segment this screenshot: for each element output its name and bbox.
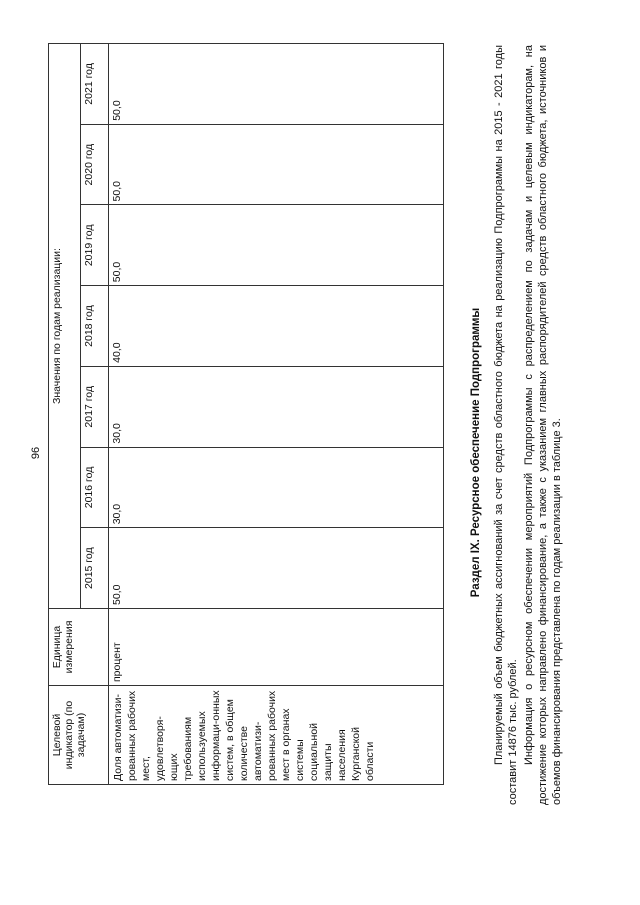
value-cell: 50,0	[109, 528, 444, 609]
header-year: 2020 год	[81, 124, 109, 205]
section-heading: Раздел IX. Ресурсное обеспечение Подпрограммы	[470, 307, 482, 598]
paragraph-budget: Планируемый объем бюджетных ассигнований за счет средств областного бюджета на реализацию Подпрограммы на 2015 - 2021 годы составит 14876 тыс. рублей.	[493, 45, 519, 805]
value-cell: 40,0	[109, 286, 444, 367]
indicator-table	[48, 43, 444, 785]
value-cell: 50,0	[109, 205, 444, 286]
unit-cell: процент	[109, 609, 444, 686]
header-unit: Единица измерения	[49, 609, 109, 686]
value-cell: 30,0	[109, 366, 444, 447]
header-year: 2017 год	[81, 366, 109, 447]
indicator-cell: Доля автоматизи-рованных рабочих мест, удовлетворя-ющих требованиям используемых информаци-онных систем, в общем количестве автоматизи-рованных рабочих мест в органах системы социальной защиты населения Курганской области	[109, 686, 444, 785]
paragraph-info: Информация о ресурсном обеспечении мероприятий Подпрограммы с распределением по задачам и целевым индикаторам, на достижение которых направлено финансирование, а также с указанием главных распорядителей средств областного бюджета, источников и объемов финансирования представлена по годам реализации в таблице 3.	[523, 45, 563, 805]
header-year: 2021 год	[81, 44, 109, 125]
value-cell: 30,0	[109, 447, 444, 528]
table-row	[109, 44, 444, 785]
header-year: 2015 год	[81, 528, 109, 609]
value-cell: 50,0	[109, 44, 444, 125]
header-indicator: Целевой индикатор (по задачам)	[49, 686, 109, 785]
page-number: 96	[30, 446, 42, 460]
header-values: Значения по годам реализации:	[49, 44, 81, 609]
header-year: 2018 год	[81, 286, 109, 367]
header-year: 2016 год	[81, 447, 109, 528]
header-year: 2019 год	[81, 205, 109, 286]
value-cell: 50,0	[109, 124, 444, 205]
